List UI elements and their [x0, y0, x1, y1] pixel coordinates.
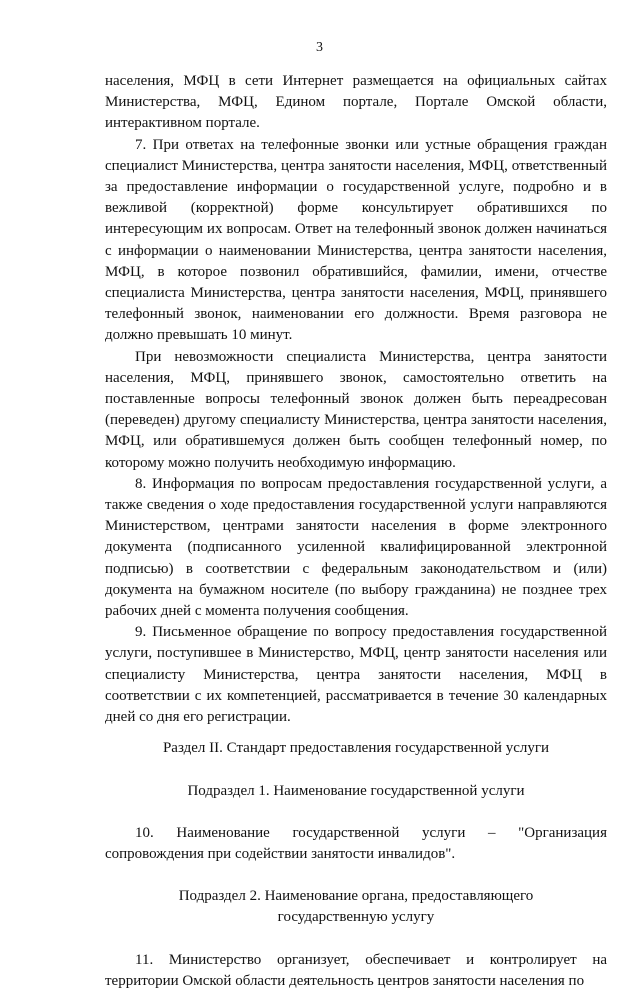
subsection-2-heading-line-2: государственную услугу: [277, 909, 435, 926]
paragraph-11: 11. Министерство организует, обеспечивает и контролирует на территории Омской области деятельность центров занятости населения по: [105, 951, 607, 989]
paragraph-8: 8. Информация по вопросам предоставления государственной услуги, а также сведения о ходе предоставления государственной услуги направляются Министерством, центрами занятости населения в форме электронного документа (подписанного усиленной квалифицированной электронной подписью) в соответствии с федеральным законодательством и (или) документа на бумажном носителе (по выбору гражданина) не позднее трех рабочих дней с момента получения сообщения.: [105, 475, 607, 620]
paragraph-7-continued: При невозможности специалиста Министерства, центра занятости населения, МФЦ, принявшего звонок, самостоятельно ответить на поставленные вопросы телефонный звонок должен быть переадресован (переведен) другому специалисту Министерства, центра занятости населения, МФЦ, или обратившемуся должен быть сообщен телефонный номер, по которому можно получить необходимую информацию.: [105, 348, 607, 471]
paragraph-9: 9. Письменное обращение по вопросу предоставления государственной услуги, поступившее в Министерство, МФЦ, центр занятости населения или специалисту Министерства, центра занятости населения, МФЦ в соответствии с их компетенцией, рассматривается в течение 30 календарных дней со дня его регистрации.: [105, 624, 607, 726]
paragraph-10: 10. Наименование государственной услуги – "Организация сопровождения при содействии занятости инвалидов".: [105, 824, 607, 862]
subsection-1-heading: Подраздел 1. Наименование государственной услуги: [187, 782, 525, 799]
section-2-heading: Раздел II. Стандарт предоставления государственной услуги: [162, 740, 550, 757]
document-body: [105, 71, 607, 992]
paragraph-intro: населения, МФЦ в сети Интернет размещается на официальных сайтах Министерства, МФЦ, Едином портале, Портале Омской области, интерактивном портале.: [105, 73, 607, 132]
paragraph-7: 7. При ответах на телефонные звонки или устные обращения граждан специалист Министерства, центра занятости населения, МФЦ, ответственный за предоставление информации о государственной услуге, подробно и в вежливой (корректной) форме консультирует обратившихся по интересующим их вопросам. Ответ на телефонный звонок должен начинаться с информации о наименовании Министерства, центра занятости населения, МФЦ, в которое позвонил обратившийся, фамилии, имени, отчестве специалиста Министерства, центра занятости населения, МФЦ, принявшего телефонный звонок, наименовании его должности. Время разговора не должно превышать 10 минут.: [105, 136, 607, 344]
page-number: 3: [316, 40, 323, 55]
subsection-2-heading-line-1: Подраздел 2. Наименование органа, предоставляющего: [178, 888, 534, 905]
